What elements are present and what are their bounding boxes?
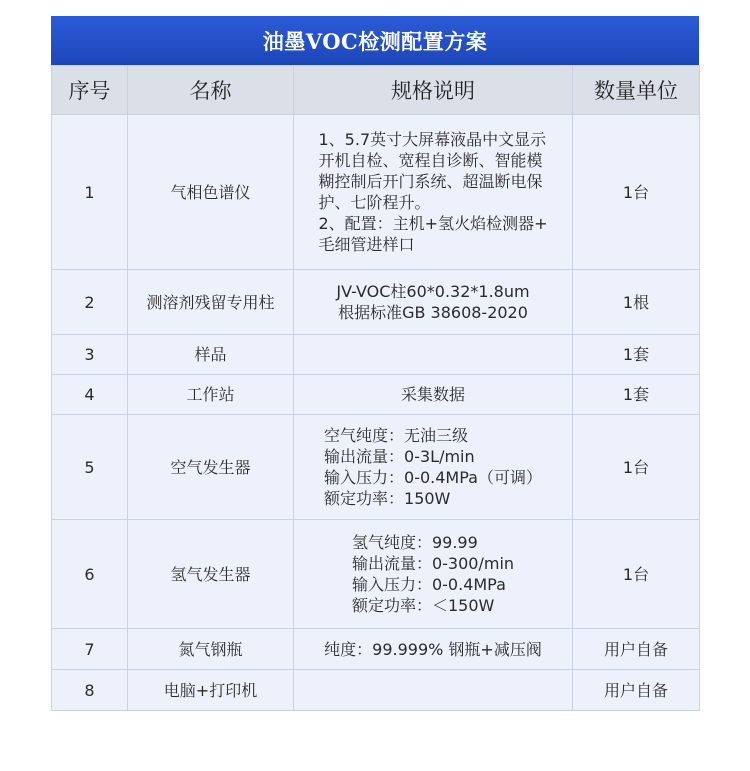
spec-line: 输入压力：0-0.4MPa — [351, 575, 506, 594]
row-no: 6 — [52, 520, 128, 629]
row-name: 工作站 — [128, 375, 294, 415]
row-qty: 1套 — [573, 375, 700, 415]
spec-line: 纯度：99.999% 钢瓶+减压阀 — [324, 639, 542, 659]
table-row — [52, 670, 700, 711]
row-qty: 1台 — [573, 520, 700, 629]
table-header-row — [52, 66, 700, 115]
spec-line: 开机自检、宽程自诊断、智能模 — [318, 151, 543, 170]
header-no: 序号 — [52, 66, 128, 115]
table-row — [52, 629, 700, 670]
spec-line: 根据标准GB 38608-2020 — [338, 303, 528, 322]
row-name: 氢气发生器 — [128, 520, 294, 629]
table-row — [52, 520, 700, 629]
row-no: 7 — [52, 629, 128, 670]
spec-line: 毛细管进样口 — [318, 235, 415, 254]
spec-line: 额定功率：＜150W — [351, 596, 495, 615]
spec-line: 输出流量：0-3L/min — [324, 447, 475, 466]
table-title: 油墨VOC检测配置方案 — [51, 16, 699, 65]
table-row — [52, 115, 700, 270]
row-name: 气相色谱仪 — [128, 115, 294, 270]
row-qty: 1根 — [573, 270, 700, 335]
spec-line: 空气纯度：无油三级 — [324, 426, 469, 445]
row-name: 电脑+打印机 — [128, 670, 294, 711]
spec-lines — [336, 281, 529, 323]
spec-line: JV-VOC柱60*0.32*1.8um — [336, 282, 530, 301]
config-table-container — [51, 16, 699, 711]
row-no: 1 — [52, 115, 128, 270]
config-table — [51, 65, 700, 711]
spec-lines — [324, 639, 542, 660]
table-row — [52, 375, 700, 415]
header-qty: 数量单位 — [573, 66, 700, 115]
spec-line: 采集数据 — [400, 385, 465, 404]
row-spec — [294, 670, 573, 711]
header-spec: 规格说明 — [294, 66, 573, 115]
row-no: 8 — [52, 670, 128, 711]
spec-line: 糊控制后开门系统、超温断电保 — [318, 172, 543, 191]
row-name: 样品 — [128, 335, 294, 375]
row-name: 氮气钢瓶 — [128, 629, 294, 670]
row-qty: 用户自备 — [573, 670, 700, 711]
spec-lines — [401, 384, 465, 405]
spec-line: 护、七阶程升。 — [318, 193, 431, 212]
spec-line: 输出流量：0-300/min — [351, 554, 515, 573]
header-name: 名称 — [128, 66, 294, 115]
row-spec — [294, 415, 573, 520]
row-qty: 1台 — [573, 115, 700, 270]
spec-line: 氢气纯度：99.99 — [351, 533, 478, 552]
spec-line: 额定功率：150W — [324, 489, 451, 508]
row-no: 4 — [52, 375, 128, 415]
spec-line: 输入压力：0-0.4MPa（可调） — [324, 468, 542, 487]
row-no: 3 — [52, 335, 128, 375]
table-row — [52, 415, 700, 520]
row-no: 2 — [52, 270, 128, 335]
row-name: 空气发生器 — [128, 415, 294, 520]
row-no: 5 — [52, 415, 128, 520]
row-qty: 用户自备 — [573, 629, 700, 670]
spec-line: 1、5.7英寸大屏幕液晶中文显示 — [318, 130, 547, 149]
spec-lines — [352, 532, 514, 616]
row-spec — [294, 375, 573, 415]
row-spec — [294, 629, 573, 670]
row-spec — [294, 115, 573, 270]
row-spec — [294, 270, 573, 335]
row-spec — [294, 335, 573, 375]
spec-line: 2、配置：主机+氢火焰检测器+ — [318, 214, 548, 233]
row-spec — [294, 520, 573, 629]
row-qty: 1台 — [573, 415, 700, 520]
table-row — [52, 335, 700, 375]
row-name: 测溶剂残留专用柱 — [128, 270, 294, 335]
spec-lines — [319, 129, 548, 255]
row-qty: 1套 — [573, 335, 700, 375]
table-row — [52, 270, 700, 335]
spec-lines — [324, 425, 542, 509]
